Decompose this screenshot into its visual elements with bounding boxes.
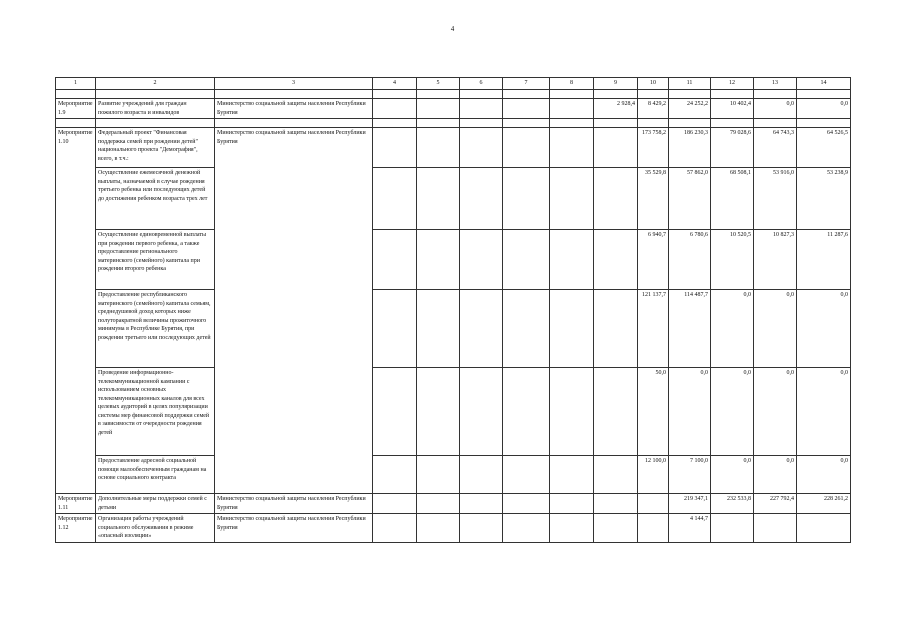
measure-name: Осуществление ежемесячной денежной выплаты, назначаемой в случае рождения третьего ребенка или последующих детей до достижения ребенком возраста трех лет bbox=[96, 168, 215, 230]
value-cell: 10 520,5 bbox=[711, 230, 754, 290]
table-row bbox=[56, 494, 851, 514]
column-number-header-row bbox=[56, 78, 851, 90]
value-cell bbox=[711, 514, 754, 543]
column-header: 2 bbox=[96, 78, 215, 90]
measure-executor: Министерство социальной защиты населения Республики Бурятия bbox=[215, 494, 373, 514]
measure-name: Проведение информационно-телекоммуникационной кампании с использованием основных телекоммуникационных каналов для всех целевых аудиторий в целях популяризации системы мер финансовой поддержки семей в зависимости от очередности рождения детей bbox=[96, 368, 215, 456]
measure-code: Мероприятие 1.11 bbox=[56, 494, 96, 514]
value-cell: 7 100,0 bbox=[669, 456, 711, 494]
value-cell: 121 137,7 bbox=[638, 290, 669, 368]
value-cell: 219 347,1 bbox=[669, 494, 711, 514]
table-row bbox=[56, 168, 851, 230]
value-cell: 10 827,3 bbox=[754, 230, 797, 290]
measure-executor: Министерство социальной защиты населения Республики Бурятия bbox=[215, 99, 373, 119]
value-cell: 64 526,5 bbox=[797, 128, 851, 168]
value-cell: 53 238,9 bbox=[797, 168, 851, 230]
measure-name: Дополнительные меры поддержки семей с детьми bbox=[96, 494, 215, 514]
column-header: 11 bbox=[669, 78, 711, 90]
column-header: 14 bbox=[797, 78, 851, 90]
value-cell: 64 743,3 bbox=[754, 128, 797, 168]
value-cell: 10 402,4 bbox=[711, 99, 754, 119]
value-cell: 0,0 bbox=[754, 290, 797, 368]
value-cell bbox=[638, 494, 669, 514]
value-cell: 232 533,8 bbox=[711, 494, 754, 514]
page-number: 4 bbox=[450, 25, 455, 33]
value-cell: 50,0 bbox=[638, 368, 669, 456]
measure-executor: Министерство социальной защиты населения Республики Бурятия bbox=[215, 514, 373, 543]
column-header: 9 bbox=[594, 78, 638, 90]
value-cell: 0,0 bbox=[797, 99, 851, 119]
table-row bbox=[56, 230, 851, 290]
table-row bbox=[56, 99, 851, 119]
measure-name: Федеральный проект "Финансовая поддержка семей при рождении детей" национального проекта "Демография", всего, в т.ч.: bbox=[96, 128, 215, 168]
value-cell: 11 287,6 bbox=[797, 230, 851, 290]
value-cell: 12 100,0 bbox=[638, 456, 669, 494]
column-header: 13 bbox=[754, 78, 797, 90]
value-cell bbox=[638, 514, 669, 543]
measure-name: Осуществление единовременной выплаты при рождении первого ребенка, а также предоставление регионального материнского (семейного) капитала при рождении второго ребенка bbox=[96, 230, 215, 290]
measure-code: Мероприятие 1.12 bbox=[56, 514, 96, 543]
table-row bbox=[56, 514, 851, 543]
value-cell: 186 230,3 bbox=[669, 128, 711, 168]
value-cell: 227 792,4 bbox=[754, 494, 797, 514]
column-header: 12 bbox=[711, 78, 754, 90]
column-header: 7 bbox=[503, 78, 550, 90]
budget-table bbox=[55, 77, 851, 543]
value-cell: 53 916,0 bbox=[754, 168, 797, 230]
value-cell bbox=[797, 514, 851, 543]
value-cell: 35 529,8 bbox=[638, 168, 669, 230]
value-cell: 4 144,7 bbox=[669, 514, 711, 543]
value-cell: 24 252,2 bbox=[669, 99, 711, 119]
value-cell: 0,0 bbox=[711, 290, 754, 368]
value-cell: 57 862,0 bbox=[669, 168, 711, 230]
measure-code: Мероприятие 1.10 bbox=[56, 128, 96, 494]
table-row bbox=[56, 368, 851, 456]
value-cell: 0,0 bbox=[669, 368, 711, 456]
column-header: 8 bbox=[550, 78, 594, 90]
value-cell: 0,0 bbox=[711, 456, 754, 494]
value-cell: 6 780,6 bbox=[669, 230, 711, 290]
value-cell: 0,0 bbox=[754, 456, 797, 494]
value-cell: 0,0 bbox=[797, 290, 851, 368]
value-cell: 79 028,6 bbox=[711, 128, 754, 168]
value-cell: 114 487,7 bbox=[669, 290, 711, 368]
column-header: 5 bbox=[417, 78, 460, 90]
measure-name: Предоставление республиканского материнского (семейного) капитала семьям, среднедушевой доход которых ниже полуторакратной величины прожиточного минимума в Республике Бурятия, при рождении третьего или последующих детей bbox=[96, 290, 215, 368]
value-cell: 173 758,2 bbox=[638, 128, 669, 168]
value-cell: 6 940,7 bbox=[638, 230, 669, 290]
column-header: 1 bbox=[56, 78, 96, 90]
measure-name: Предоставление адресной социальной помощи малообеспеченным гражданам на основе социального контракта bbox=[96, 456, 215, 494]
value-cell: 0,0 bbox=[797, 456, 851, 494]
value-cell: 2 928,4 bbox=[594, 99, 638, 119]
value-cell: 8 429,2 bbox=[638, 99, 669, 119]
value-cell: 0,0 bbox=[754, 368, 797, 456]
table-row bbox=[56, 456, 851, 494]
value-cell: 0,0 bbox=[711, 368, 754, 456]
table-row bbox=[56, 128, 851, 168]
value-cell: 68 508,1 bbox=[711, 168, 754, 230]
value-cell: 228 261,2 bbox=[797, 494, 851, 514]
measure-code: Мероприятие 1.9 bbox=[56, 99, 96, 119]
column-header: 10 bbox=[638, 78, 669, 90]
column-header: 6 bbox=[460, 78, 503, 90]
value-cell bbox=[754, 514, 797, 543]
column-header: 3 bbox=[215, 78, 373, 90]
spacer-row bbox=[56, 90, 851, 99]
column-header: 4 bbox=[373, 78, 417, 90]
value-cell: 0,0 bbox=[797, 368, 851, 456]
table-row bbox=[56, 290, 851, 368]
measure-name: Организация работы учреждений социального обслуживания в режиме «опасный изоляции» bbox=[96, 514, 215, 543]
measure-executor: Министерство социальной защиты населения Республики Бурятия bbox=[215, 128, 373, 494]
spacer-row bbox=[56, 119, 851, 128]
value-cell: 0,0 bbox=[754, 99, 797, 119]
measure-name: Развитие учреждений для граждан пожилого возраста и инвалидов bbox=[96, 99, 215, 119]
